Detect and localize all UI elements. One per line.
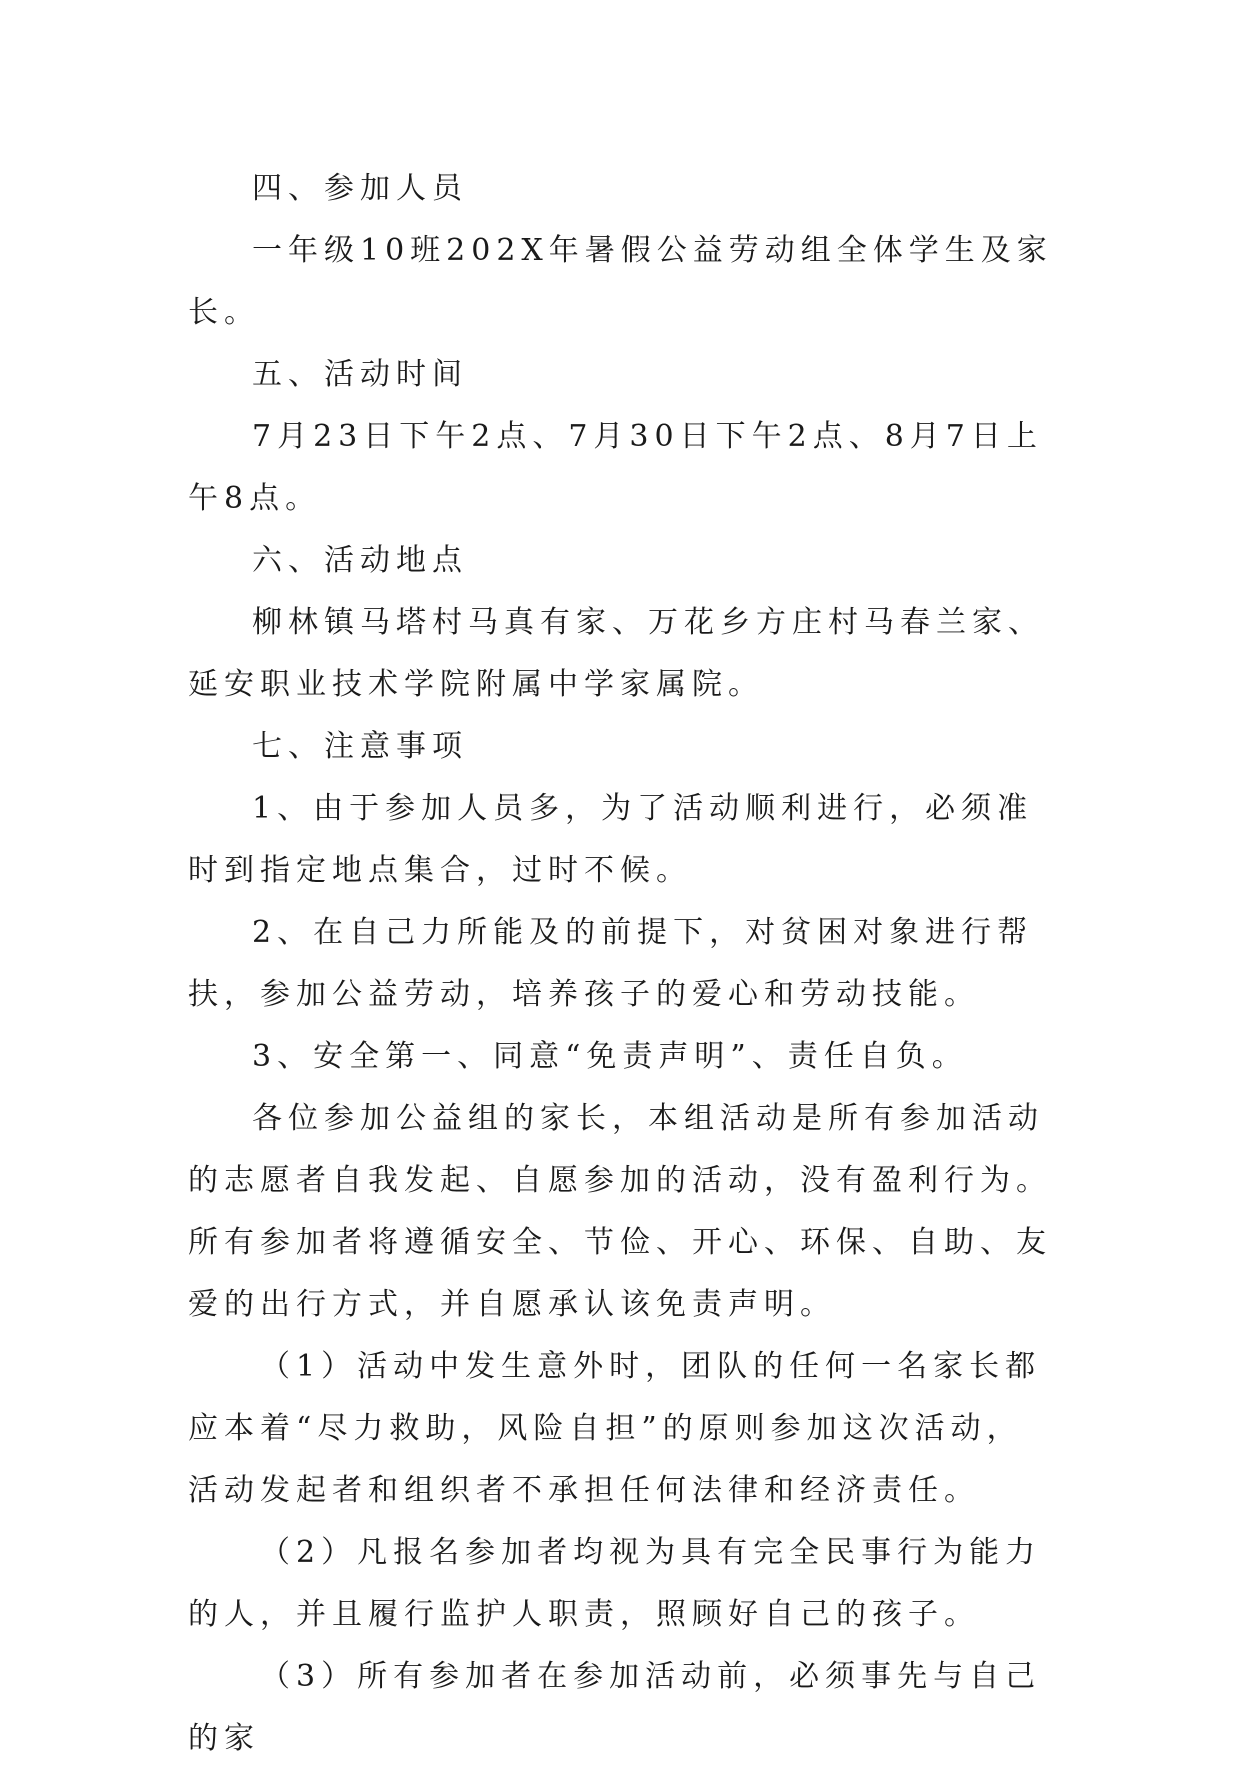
heading-notes: 七、注意事项 <box>252 729 468 764</box>
activity-location-text: 柳林镇马塔村马真有家、万花乡方庄村马春兰家、延安职业技术学院附属中学家属院。 <box>188 605 1044 702</box>
heading-activity-time: 五、活动时间 <box>252 357 468 392</box>
activity-time-text: 7月23日下午2点、7月30日下午2点、8月7日上午8点。 <box>188 419 1043 516</box>
participants-text: 一年级10班202X年暑假公益劳动组全体学生及家长。 <box>188 233 1053 330</box>
disclaimer-clause-3: （3）所有参加者在参加活动前，必须事先与自己的家 <box>188 1659 1042 1756</box>
note-item-2: 2、在自己力所能及的前提下，对贫困对象进行帮扶，参加公益劳动，培养孩子的爱心和劳动技能。 <box>188 915 1034 1012</box>
disclaimer-clause-1: （1）活动中发生意外时，团队的任何一名家长都应本着“尽力救助，风险自担”的原则参加这次活动，活动发起者和组织者不承担任何法律和经济责任。 <box>188 1349 1042 1508</box>
document-body <box>188 158 1054 1770</box>
note-item-3: 3、安全第一、同意“免责声明”、责任自负。 <box>252 1039 968 1074</box>
heading-activity-location: 六、活动地点 <box>252 543 468 578</box>
disclaimer-clause-2: （2）凡报名参加者均视为具有完全民事行为能力的人，并且履行监护人职责，照顾好自己的孩子。 <box>188 1535 1042 1632</box>
heading-participants: 四、参加人员 <box>252 171 468 206</box>
note-item-1: 1、由于参加人员多，为了活动顺利进行，必须准时到指定地点集合，过时不候。 <box>188 791 1034 888</box>
disclaimer-intro: 各位参加公益组的家长，本组活动是所有参加活动的志愿者自我发起、自愿参加的活动，没有盈利行为。所有参加者将遵循安全、节俭、开心、环保、自助、友爱的出行方式，并自愿承认该免责声明。 <box>188 1101 1052 1322</box>
